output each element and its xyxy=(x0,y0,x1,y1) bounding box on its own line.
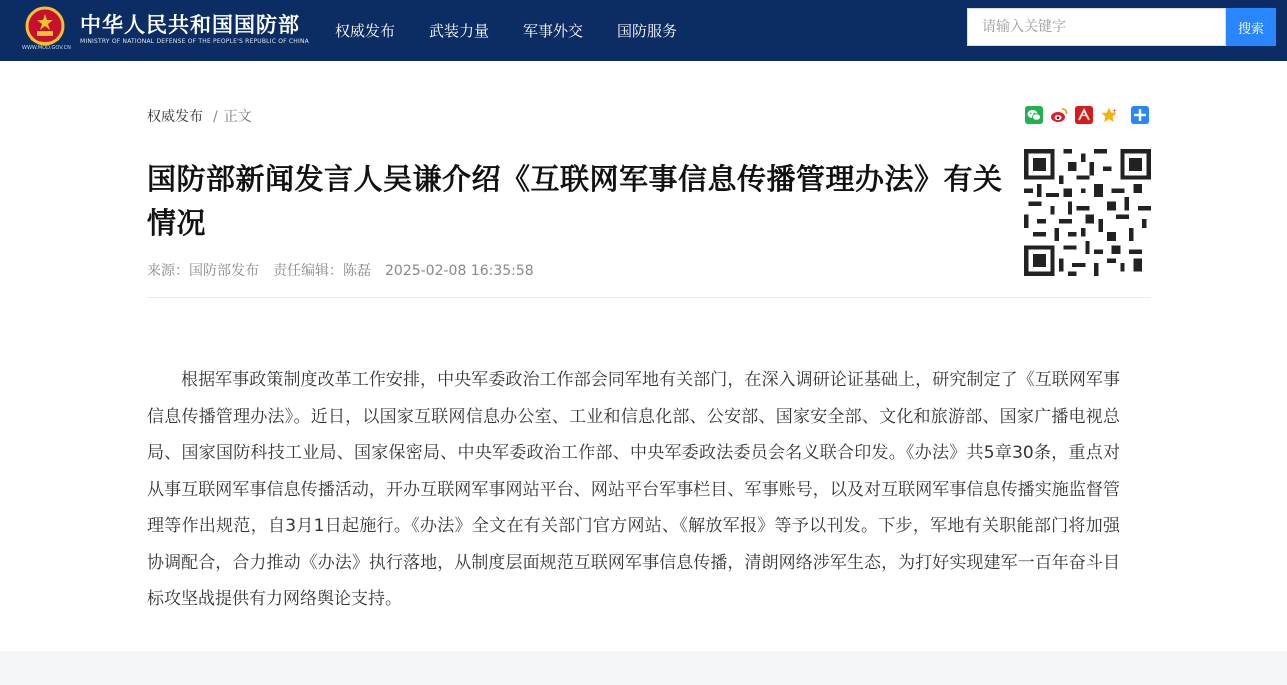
search-input[interactable] xyxy=(967,8,1226,46)
breadcrumb-section-link[interactable]: 权威发布 xyxy=(147,109,203,125)
search-box xyxy=(967,8,1276,46)
svg-text:+: + xyxy=(1112,108,1118,115)
nav-item-defense-services[interactable]: 国防服务 xyxy=(617,22,678,40)
breadcrumb xyxy=(147,106,252,126)
more-share-icon[interactable] xyxy=(1131,106,1149,124)
qr-code-icon xyxy=(1024,149,1151,276)
pdf-icon[interactable] xyxy=(1075,106,1093,124)
share-toolbar xyxy=(1025,106,1149,124)
site-title-cn: 中华人民共和国国防部 xyxy=(80,13,300,37)
nav-item-military-diplomacy[interactable]: 军事外交 xyxy=(523,22,584,40)
nav-item-armed-forces[interactable]: 武装力量 xyxy=(429,22,490,40)
site-url: WWW.MOD.GOV.CN xyxy=(22,45,71,51)
article-meta xyxy=(147,260,548,280)
wechat-icon[interactable] xyxy=(1025,106,1043,124)
article-title: 国防部新闻发言人吴谦介绍《互联网军事信息传播管理办法》有关情况 xyxy=(147,162,1003,240)
site-title-en: MINISTRY OF NATIONAL DEFENSE OF THE PEOPLE'S REPUBLIC OF CHINA xyxy=(80,38,309,45)
nav-item-authoritative-release[interactable]: 权威发布 xyxy=(335,22,396,40)
top-navigation-bar xyxy=(0,0,1287,61)
article-panel xyxy=(0,61,1287,651)
favorite-icon[interactable] xyxy=(1100,106,1118,124)
title-divider xyxy=(147,297,1151,298)
article-datetime: 2025-02-08 16:35:58 xyxy=(385,263,534,279)
search-button[interactable]: 搜索 xyxy=(1226,8,1276,46)
article-editor: 责任编辑：陈磊 xyxy=(273,263,371,279)
site-logo[interactable] xyxy=(22,5,309,51)
weibo-icon[interactable] xyxy=(1050,106,1068,124)
breadcrumb-separator: / xyxy=(213,109,218,125)
article-body: 根据军事政策制度改革工作安排，中央军委政治工作部会同军地有关部门，在深入调研论证基础上，研究制定了《互联网军事信息传播管理办法》。近日，以国家互联网信息办公室、工业和信息化部、公安部、国家安全部、文化和旅游部、国家广播电视总局、国家国防科技工业局、国家保密局、中央军委政治工作部、中央军委政法委员会名义联合印发。《办法》共5章30条，重点对从事互联网军事信息传播活动，开办互联网军事网站平台、网站平台军事栏目、军事账号，以及对互联网军事信息传播实施监督管理等作出规范，自3月1日起施行。《办法》全文在有关部门官方网站、《解放军报》等予以刊发。下步，军地有关职能部门将加强协调配合，合力推动《办法》执行落地，从制度层面规范互联网军事信息传播，清朗网络涉军生态，为打好实现建军一百年奋斗目标攻坚战提供有力网络舆论支持。 xyxy=(147,370,1120,609)
breadcrumb-current: 正文 xyxy=(223,109,252,125)
main-nav xyxy=(335,0,711,61)
article-source: 来源：国防部发布 xyxy=(147,263,259,279)
